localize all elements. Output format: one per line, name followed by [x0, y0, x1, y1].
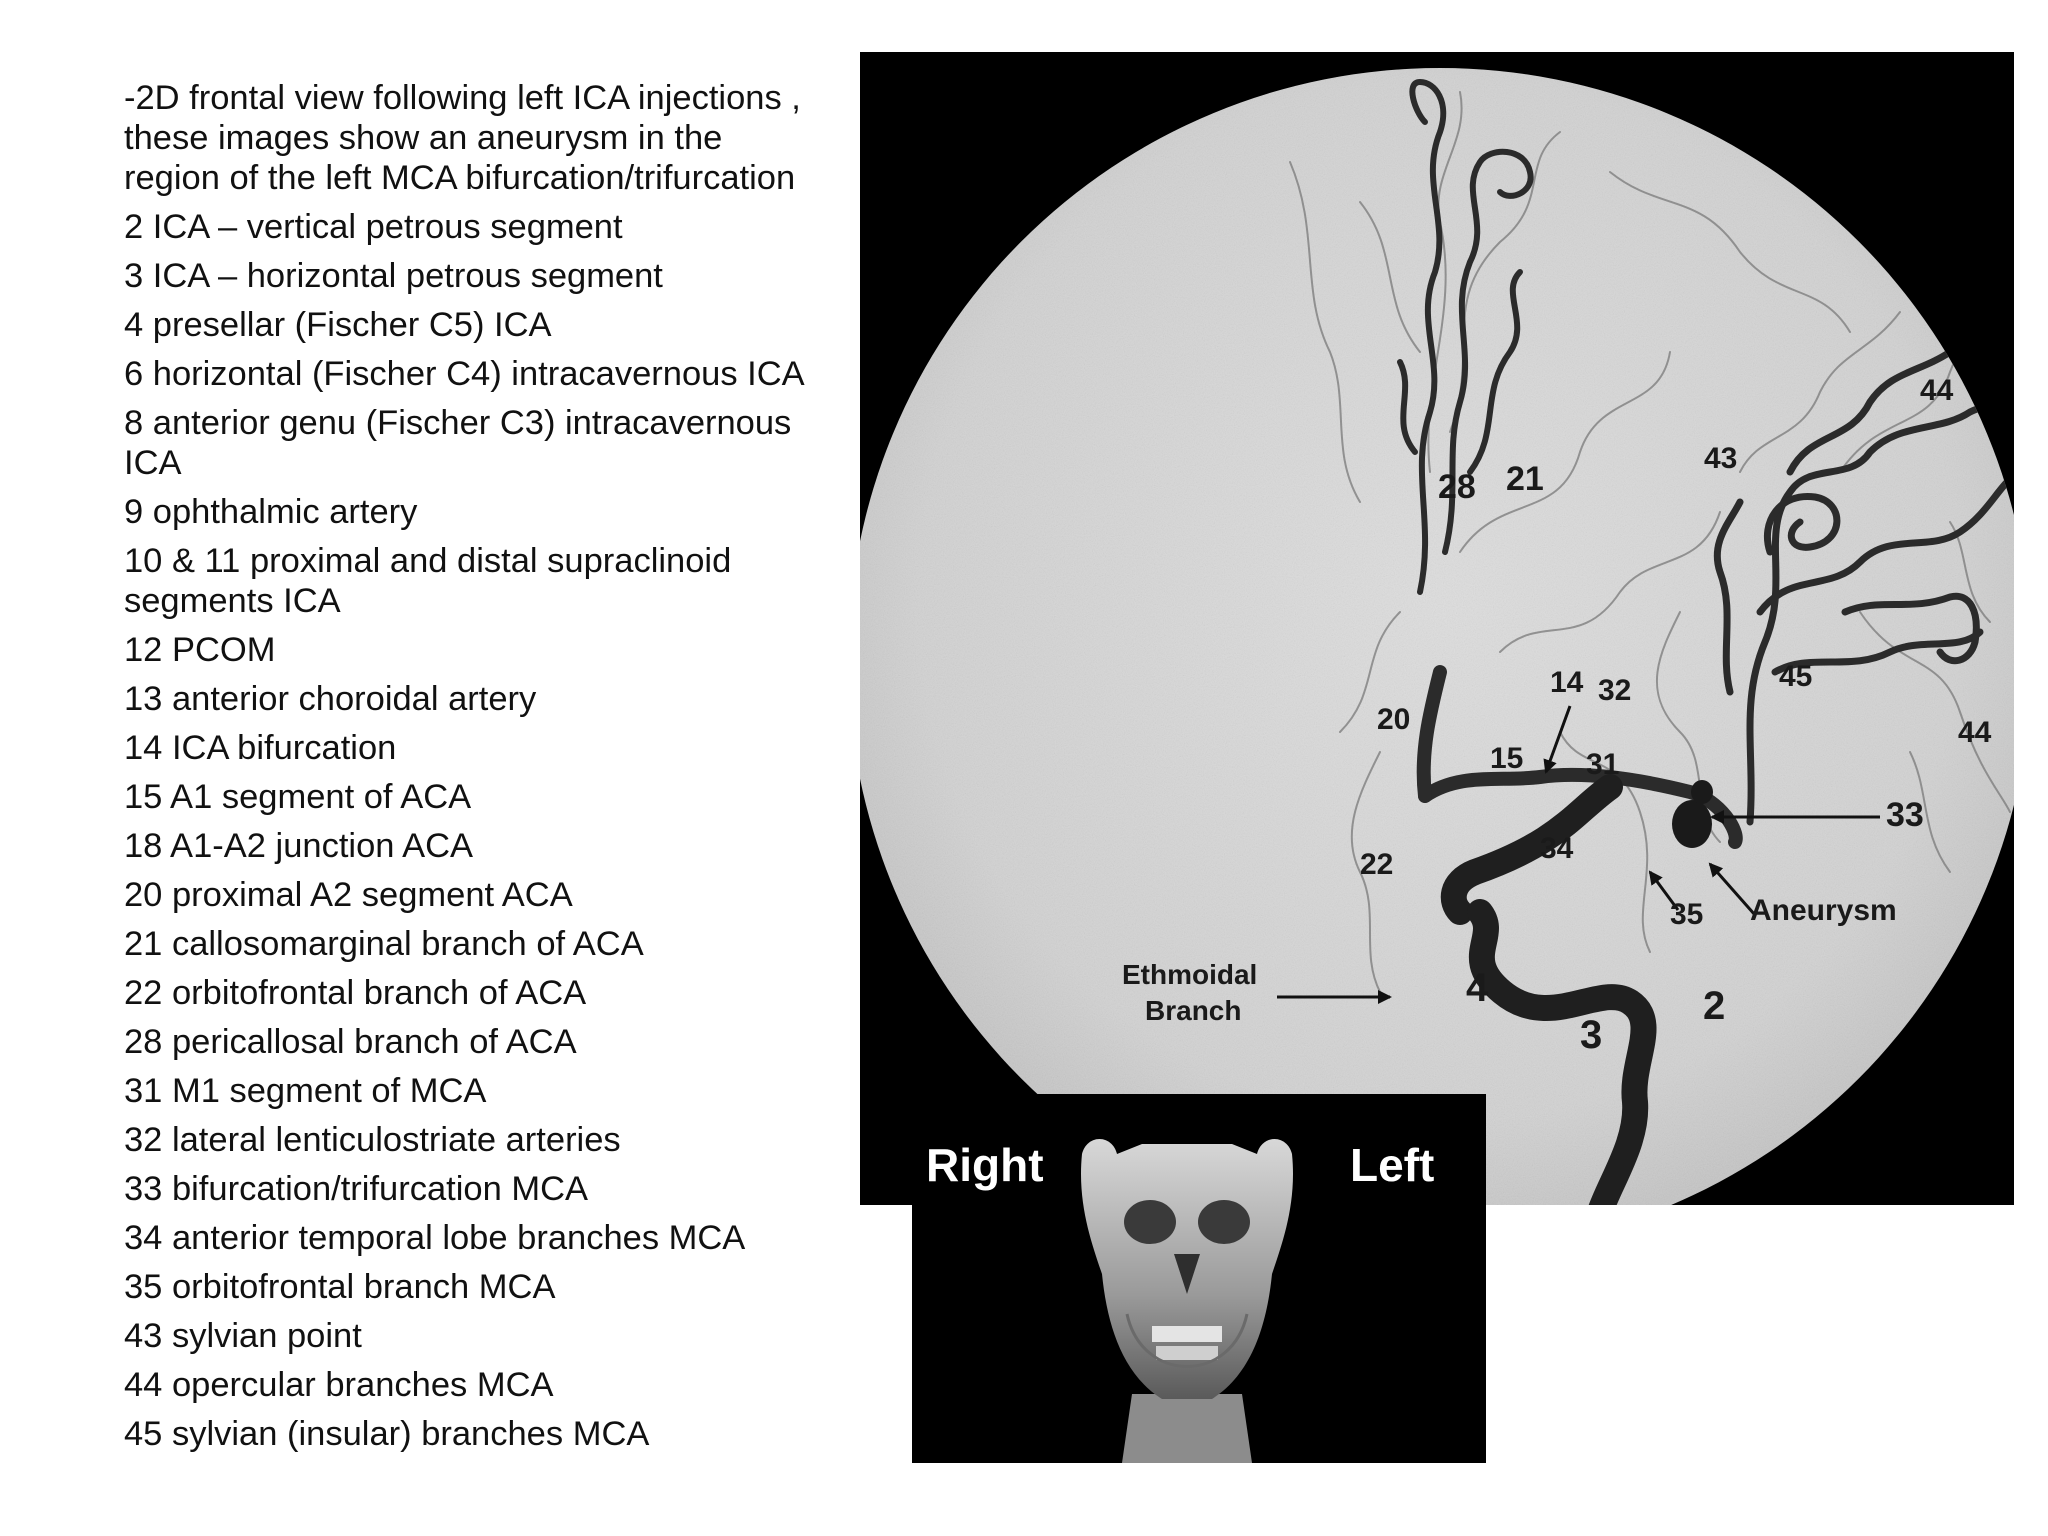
- legend-item: 21 callosomarginal branch of ACA: [124, 925, 644, 963]
- angiogram-panel: [860, 52, 2014, 1205]
- label-21: 21: [1506, 460, 1544, 498]
- legend-item: 22 orbitofrontal branch of ACA: [124, 974, 587, 1012]
- legend-item: 43 sylvian point: [124, 1317, 362, 1355]
- label-14: 14: [1550, 666, 1584, 699]
- legend-list: [124, 78, 824, 1463]
- aneurysm-sac: [1672, 800, 1712, 848]
- label-32: 32: [1598, 674, 1632, 707]
- legend-item: 6 horizontal (Fischer C4) intracavernous ICA: [124, 355, 805, 393]
- skull-inset: [912, 1094, 1486, 1463]
- label-34: 34: [1540, 832, 1574, 865]
- legend-item: 14 ICA bifurcation: [124, 729, 397, 767]
- legend-item: 33 bifurcation/trifurcation MCA: [124, 1170, 589, 1208]
- legend-item: 13 anterior choroidal artery: [124, 680, 537, 718]
- legend-item: 32 lateral lenticulostriate arteries: [124, 1121, 621, 1159]
- label-44-upper: 44: [1920, 374, 1954, 407]
- label-43: 43: [1704, 442, 1738, 475]
- right-orbit: [1124, 1200, 1176, 1244]
- label-15: 15: [1490, 742, 1524, 775]
- skull-render: [912, 1094, 1486, 1463]
- legend-item: 4 presellar (Fischer C5) ICA: [124, 306, 552, 344]
- label-22: 22: [1360, 848, 1394, 881]
- label-28: 28: [1438, 468, 1476, 506]
- legend-items: [124, 207, 824, 1454]
- neck-vertebrae: [1122, 1394, 1252, 1463]
- legend-item: 20 proximal A2 segment ACA: [124, 876, 573, 914]
- inset-right-label: Right: [926, 1139, 1044, 1191]
- legend-item: 12 PCOM: [124, 631, 276, 669]
- label-3: 3: [1580, 1013, 1603, 1057]
- label-44-lower: 44: [1958, 716, 1992, 749]
- label-45: 45: [1779, 660, 1813, 693]
- legend-item: 9 ophthalmic artery: [124, 493, 418, 531]
- left-orbit: [1198, 1200, 1250, 1244]
- legend-item: 28 pericallosal branch of ACA: [124, 1023, 577, 1061]
- legend-item: 3 ICA – horizontal petrous segment: [124, 257, 663, 295]
- ethmoidal-label-line1: Ethmoidal: [1122, 959, 1258, 990]
- legend-item: 35 orbitofrontal branch MCA: [124, 1268, 556, 1306]
- label-35: 35: [1670, 898, 1704, 931]
- aneurysm-lobe: [1691, 780, 1713, 804]
- legend-item: 10 & 11 proximal and distal supraclinoid segments ICA: [124, 542, 732, 620]
- inset-left-label: Left: [1350, 1139, 1435, 1191]
- legend-item: 44 opercular branches MCA: [124, 1366, 554, 1404]
- label-33: 33: [1886, 796, 1924, 834]
- ethmoidal-label-line2: Branch: [1145, 995, 1242, 1026]
- angiogram-figure: [860, 52, 2014, 1205]
- label-20: 20: [1377, 703, 1411, 736]
- aneurysm-label: Aneurysm: [1750, 894, 1897, 927]
- description-text: -2D frontal view following left ICA injections , these images show an aneurysm in the region of the left MCA bifurcation/trifurcation: [124, 79, 801, 197]
- legend-item: 2 ICA – vertical petrous segment: [124, 208, 623, 246]
- legend-item: 45 sylvian (insular) branches MCA: [124, 1415, 650, 1453]
- label-2: 2: [1703, 984, 1726, 1028]
- label-31: 31: [1586, 748, 1620, 781]
- legend-item: 18 A1-A2 junction ACA: [124, 827, 474, 865]
- legend-item: 15 A1 segment of ACA: [124, 778, 472, 816]
- legend-item: 8 anterior genu (Fischer C3) intracavernous ICA: [124, 404, 792, 482]
- legend-item: 34 anterior temporal lobe branches MCA: [124, 1219, 746, 1257]
- legend-item: 31 M1 segment of MCA: [124, 1072, 487, 1110]
- label-4: 4: [1466, 966, 1489, 1010]
- upper-teeth: [1152, 1326, 1222, 1342]
- lower-teeth: [1156, 1346, 1218, 1360]
